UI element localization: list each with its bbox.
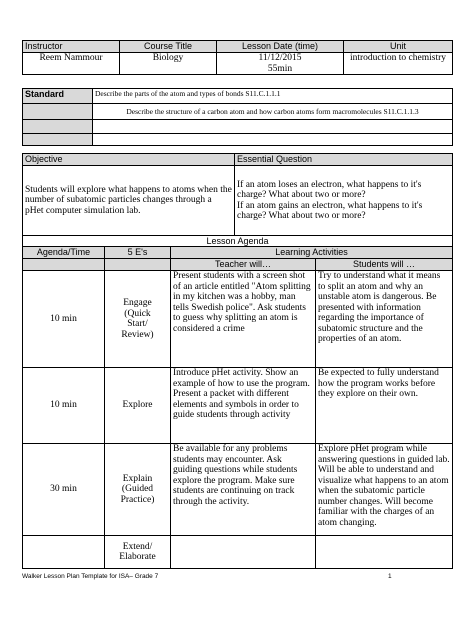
students-header: Students will … — [316, 259, 453, 271]
table-row — [23, 444, 453, 536]
footer-text: Walker Lesson Plan Template for ISA– Grade 7 — [22, 573, 159, 580]
instructor-label: Instructor — [23, 41, 120, 53]
row-phase: Engage (Quick Start/ Review) — [105, 271, 171, 368]
course-label: Course Title — [120, 41, 217, 53]
time-value: 55min — [267, 63, 293, 74]
row-time: 10 min — [23, 368, 105, 444]
teacher-header: Teacher will… — [171, 259, 316, 271]
agenda-title: Lesson Agenda — [23, 236, 453, 247]
row-phase: Explain (Guided Practice) — [105, 444, 171, 536]
essential-question-1: If an atom loses an electron, what happens to it's charge? What about two or more? — [237, 179, 422, 200]
row-time: 10 min — [23, 271, 105, 368]
standard-label: Standard — [23, 89, 93, 104]
row-time — [23, 536, 105, 569]
objective-text-body: Students will explore what happens to atoms when the number of subatomic particles changes through a pHet computer simulation lab. — [25, 184, 232, 216]
standard-table — [22, 88, 453, 146]
standard-blank-label — [23, 134, 93, 146]
objective-text — [23, 166, 235, 236]
table-row — [23, 536, 453, 569]
row-phase: Explore — [105, 368, 171, 444]
objective-table — [22, 153, 453, 236]
standard-line-1: Describe the parts of the atom and types of bonds S11.C.1.1.1 — [93, 89, 453, 104]
objective-label: Objective — [23, 154, 235, 166]
row-students: Be expected to fully understand how the program works before they explore on their own. — [316, 368, 453, 444]
header-table — [22, 40, 453, 75]
standard-blank — [93, 120, 453, 134]
course-value: Biology — [120, 53, 217, 75]
standard-blank-label — [23, 120, 93, 134]
essential-question-text — [235, 166, 453, 236]
standard-line-2: Describe the structure of a carbon atom and how carbon atoms form macromolecules S11.C.1.1.3 — [93, 104, 453, 120]
agenda-blank-header — [105, 259, 171, 271]
essential-question-2: If an atom gains an electron, what happens to it's charge? What about two or more? — [237, 200, 423, 221]
date-value: 11/12/2015 — [258, 53, 302, 63]
instructor-value: Reem Nammour — [23, 53, 120, 75]
table-row — [23, 368, 453, 444]
unit-value: introduction to chemistry — [344, 53, 453, 75]
page-number: 1 — [388, 573, 392, 580]
agenda-blank-header — [23, 259, 105, 271]
row-students — [316, 536, 453, 569]
unit-label: Unit — [344, 41, 453, 53]
agenda-time-header: Agenda/Time — [23, 247, 105, 259]
row-teacher: Introduce pHet activity. Show an example of how to use the program. Present a packet with different elements and symbols in order to guide students through activity — [171, 368, 316, 444]
row-time: 30 min — [23, 444, 105, 536]
date-label: Lesson Date (time) — [217, 41, 344, 53]
learning-activities-header: Learning Activities — [171, 247, 453, 259]
agenda-5es-header: 5 E's — [105, 247, 171, 259]
essential-question-label: Essential Question — [235, 154, 453, 166]
row-teacher: Be available for any problems students may encounter. Ask guiding questions while students explore the program. Make sure students are continuing on track through the activity. — [171, 444, 316, 536]
row-students: Explore pHet program while answering questions in guided lab. Will be able to understand and visualize what happens to an atom when the subatomic particle number changes. Will become familiar with the charges of an atom changing. — [316, 444, 453, 536]
table-row — [23, 271, 453, 368]
row-students: Try to understand what it means to split an atom and why an unstable atom is dangerous. Be presented with information regarding the importance of subatomic structure and the properties of an atom. — [316, 271, 453, 368]
row-teacher — [171, 536, 316, 569]
row-teacher: Present students with a screen shot of an article entitled "Atom splitting in my kitchen was a hobby, man tells Swedish police". Ask students to guess why splitting an atom is considered a crime — [171, 271, 316, 368]
standard-blank-label — [23, 104, 93, 120]
agenda-table — [22, 235, 453, 569]
row-phase: Extend/ Elaborate — [105, 536, 171, 569]
date-cell — [217, 53, 344, 75]
standard-blank — [93, 134, 453, 146]
